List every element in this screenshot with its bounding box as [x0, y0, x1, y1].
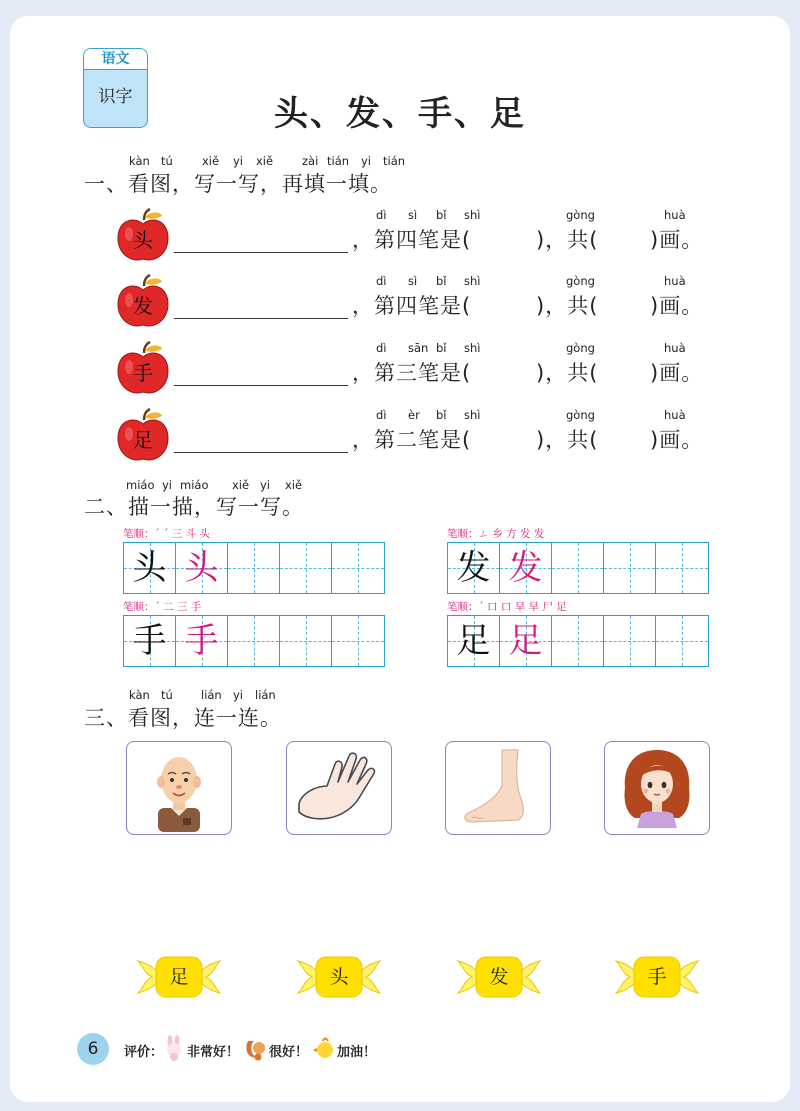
subject-label: 语文: [84, 49, 147, 70]
pinyin: huà: [664, 274, 686, 288]
model-cell: [448, 616, 500, 666]
chick-icon: [313, 1035, 337, 1061]
pinyin: dì: [376, 208, 387, 222]
count-answer-blank[interactable]: [612, 226, 648, 252]
evaluation-label: 评价：: [124, 1045, 164, 1060]
pinyin: zài: [302, 154, 319, 168]
pinyin: xiě: [285, 478, 303, 492]
writing-grid: [447, 615, 709, 667]
stroke-order: 笔顺：ˊ 二 三 手: [123, 601, 202, 613]
stroke-order: 笔顺：ˊ 口 口 早 早 尸 足: [447, 601, 567, 613]
apple-icon: [114, 341, 172, 397]
trace-character: 头: [184, 548, 219, 588]
practice-cell[interactable]: [228, 616, 280, 666]
pinyin: yi: [260, 478, 271, 492]
pinyin: yi: [233, 688, 244, 702]
picture-card-foot[interactable]: [445, 741, 551, 835]
practice-cell[interactable]: [332, 543, 384, 593]
stroke-answer-blank[interactable]: [496, 359, 532, 385]
foot-icon: [446, 742, 550, 834]
count-suffix: )画。: [650, 294, 704, 318]
count-question: )，共(: [536, 428, 599, 452]
model-cell: [124, 543, 176, 593]
pinyin: tián: [327, 154, 350, 168]
candy-char: 头: [329, 966, 349, 988]
stroke-order: 笔顺：ㄥ 乡 方 发 发: [447, 528, 545, 540]
writing-grid: [123, 615, 385, 667]
writing-grid: [447, 542, 709, 594]
pinyin: sì: [408, 208, 418, 222]
pinyin: lián: [201, 688, 222, 702]
model-character: 手: [132, 621, 167, 661]
section1-title: 一、看图，写一写，再填一填。: [84, 172, 392, 196]
pinyin: dì: [376, 341, 387, 355]
fill-row: [0, 408, 800, 464]
practice-cell[interactable]: [228, 543, 280, 593]
apple-char: 足: [133, 428, 153, 452]
section3-title: 三、看图，连一连。: [84, 706, 282, 730]
pinyin: huà: [664, 408, 686, 422]
write-blank[interactable]: [174, 226, 348, 253]
pinyin: huà: [664, 341, 686, 355]
count-question: )，共(: [536, 228, 599, 252]
apple-char: 头: [133, 228, 153, 252]
stroke-order: 笔顺：ˊ ˊ 三 斗 头: [123, 528, 210, 540]
pinyin: bǐ: [436, 341, 447, 355]
write-blank[interactable]: [174, 292, 348, 319]
count-question: )，共(: [536, 361, 599, 385]
apple-char: 发: [133, 294, 153, 318]
model-character: 足: [456, 621, 491, 661]
practice-cell[interactable]: [604, 543, 656, 593]
stroke-answer-blank[interactable]: [496, 292, 532, 318]
writing-grid: [123, 542, 385, 594]
write-blank[interactable]: [174, 359, 348, 386]
rabbit-icon: [162, 1035, 186, 1061]
practice-cell[interactable]: [656, 616, 708, 666]
trace-character: 发: [508, 548, 543, 588]
trace-cell: [176, 543, 228, 593]
candy-label[interactable]: [456, 955, 542, 999]
practice-cell[interactable]: [332, 616, 384, 666]
practice-cell[interactable]: [604, 616, 656, 666]
count-suffix: )画。: [650, 428, 704, 452]
section2-title: 二、描一描，写一写。: [84, 495, 304, 519]
pinyin: tú: [161, 688, 173, 702]
pinyin: shì: [464, 341, 481, 355]
pinyin: dì: [376, 274, 387, 288]
candy-char: 发: [489, 966, 509, 988]
pinyin: kàn: [129, 688, 150, 702]
rating-excellent: 非常好！: [187, 1045, 240, 1060]
trace-cell: [500, 616, 552, 666]
model-character: 发: [456, 548, 491, 588]
count-question: )，共(: [536, 294, 599, 318]
apple-icon: [114, 208, 172, 264]
trace-cell: [176, 616, 228, 666]
stroke-question: ，第四笔是(: [352, 294, 472, 318]
count-answer-blank[interactable]: [612, 426, 648, 452]
pinyin: tú: [161, 154, 173, 168]
stroke-question: ，第二笔是(: [352, 428, 472, 452]
practice-cell[interactable]: [280, 543, 332, 593]
pinyin: yi: [162, 478, 173, 492]
practice-cell[interactable]: [552, 543, 604, 593]
candy-label[interactable]: [614, 955, 700, 999]
page-title: 头、发、手、足: [274, 94, 526, 134]
pinyin: sān: [408, 341, 429, 355]
pinyin: gòng: [566, 274, 595, 288]
fill-row: [0, 274, 800, 330]
rating-good: 很好！: [269, 1045, 309, 1060]
stroke-question: ，第四笔是(: [352, 228, 472, 252]
practice-cell[interactable]: [280, 616, 332, 666]
pinyin: bǐ: [436, 408, 447, 422]
pinyin: bǐ: [436, 208, 447, 222]
count-suffix: )画。: [650, 228, 704, 252]
write-blank[interactable]: [174, 426, 348, 453]
pinyin: bǐ: [436, 274, 447, 288]
picture-card-hand[interactable]: [286, 741, 392, 835]
pinyin: miáo: [126, 478, 155, 492]
count-suffix: )画。: [650, 361, 704, 385]
candy-label[interactable]: [136, 955, 222, 999]
pinyin: xiě: [202, 154, 220, 168]
pinyin: dì: [376, 408, 387, 422]
pinyin: shì: [464, 274, 481, 288]
trace-cell: [500, 543, 552, 593]
trace-character: 手: [184, 621, 219, 661]
page-number: 6: [77, 1033, 109, 1065]
pinyin: yi: [361, 154, 372, 168]
apple-char: 手: [133, 361, 153, 385]
hand-icon: [287, 742, 391, 834]
stroke-answer-blank[interactable]: [496, 226, 532, 252]
practice-cell[interactable]: [656, 543, 708, 593]
pinyin: gòng: [566, 341, 595, 355]
pinyin: gòng: [566, 408, 595, 422]
fill-row: [0, 208, 800, 264]
candy-char: 足: [169, 966, 189, 988]
pinyin: shì: [464, 408, 481, 422]
stroke-question: ，第三笔是(: [352, 361, 472, 385]
pinyin: shì: [464, 208, 481, 222]
model-cell: [124, 616, 176, 666]
pinyin: xiě: [256, 154, 274, 168]
pinyin: yi: [233, 154, 244, 168]
model-cell: [448, 543, 500, 593]
model-character: 头: [132, 548, 167, 588]
pinyin: sì: [408, 274, 418, 288]
practice-cell[interactable]: [552, 616, 604, 666]
stroke-answer-blank[interactable]: [496, 426, 532, 452]
bald-head-icon: [127, 742, 231, 834]
pinyin: gòng: [566, 208, 595, 222]
candy-label[interactable]: [296, 955, 382, 999]
count-answer-blank[interactable]: [612, 359, 648, 385]
apple-icon: [114, 274, 172, 330]
picture-card-hair[interactable]: [604, 741, 710, 835]
fill-row: [0, 341, 800, 397]
squirrel-icon: [244, 1035, 268, 1061]
pinyin: kàn: [129, 154, 150, 168]
pinyin: huà: [664, 208, 686, 222]
rating-keep-going: 加油！: [337, 1045, 377, 1060]
candy-char: 手: [647, 966, 667, 988]
trace-character: 足: [508, 621, 543, 661]
pinyin: tián: [383, 154, 406, 168]
unit-label: 识字: [98, 87, 133, 107]
picture-card-head[interactable]: [126, 741, 232, 835]
apple-icon: [114, 408, 172, 464]
pinyin: lián: [255, 688, 276, 702]
pinyin: xiě: [232, 478, 250, 492]
pinyin: èr: [408, 408, 420, 422]
girl-hair-icon: [605, 742, 709, 834]
pinyin: miáo: [180, 478, 209, 492]
count-answer-blank[interactable]: [612, 292, 648, 318]
